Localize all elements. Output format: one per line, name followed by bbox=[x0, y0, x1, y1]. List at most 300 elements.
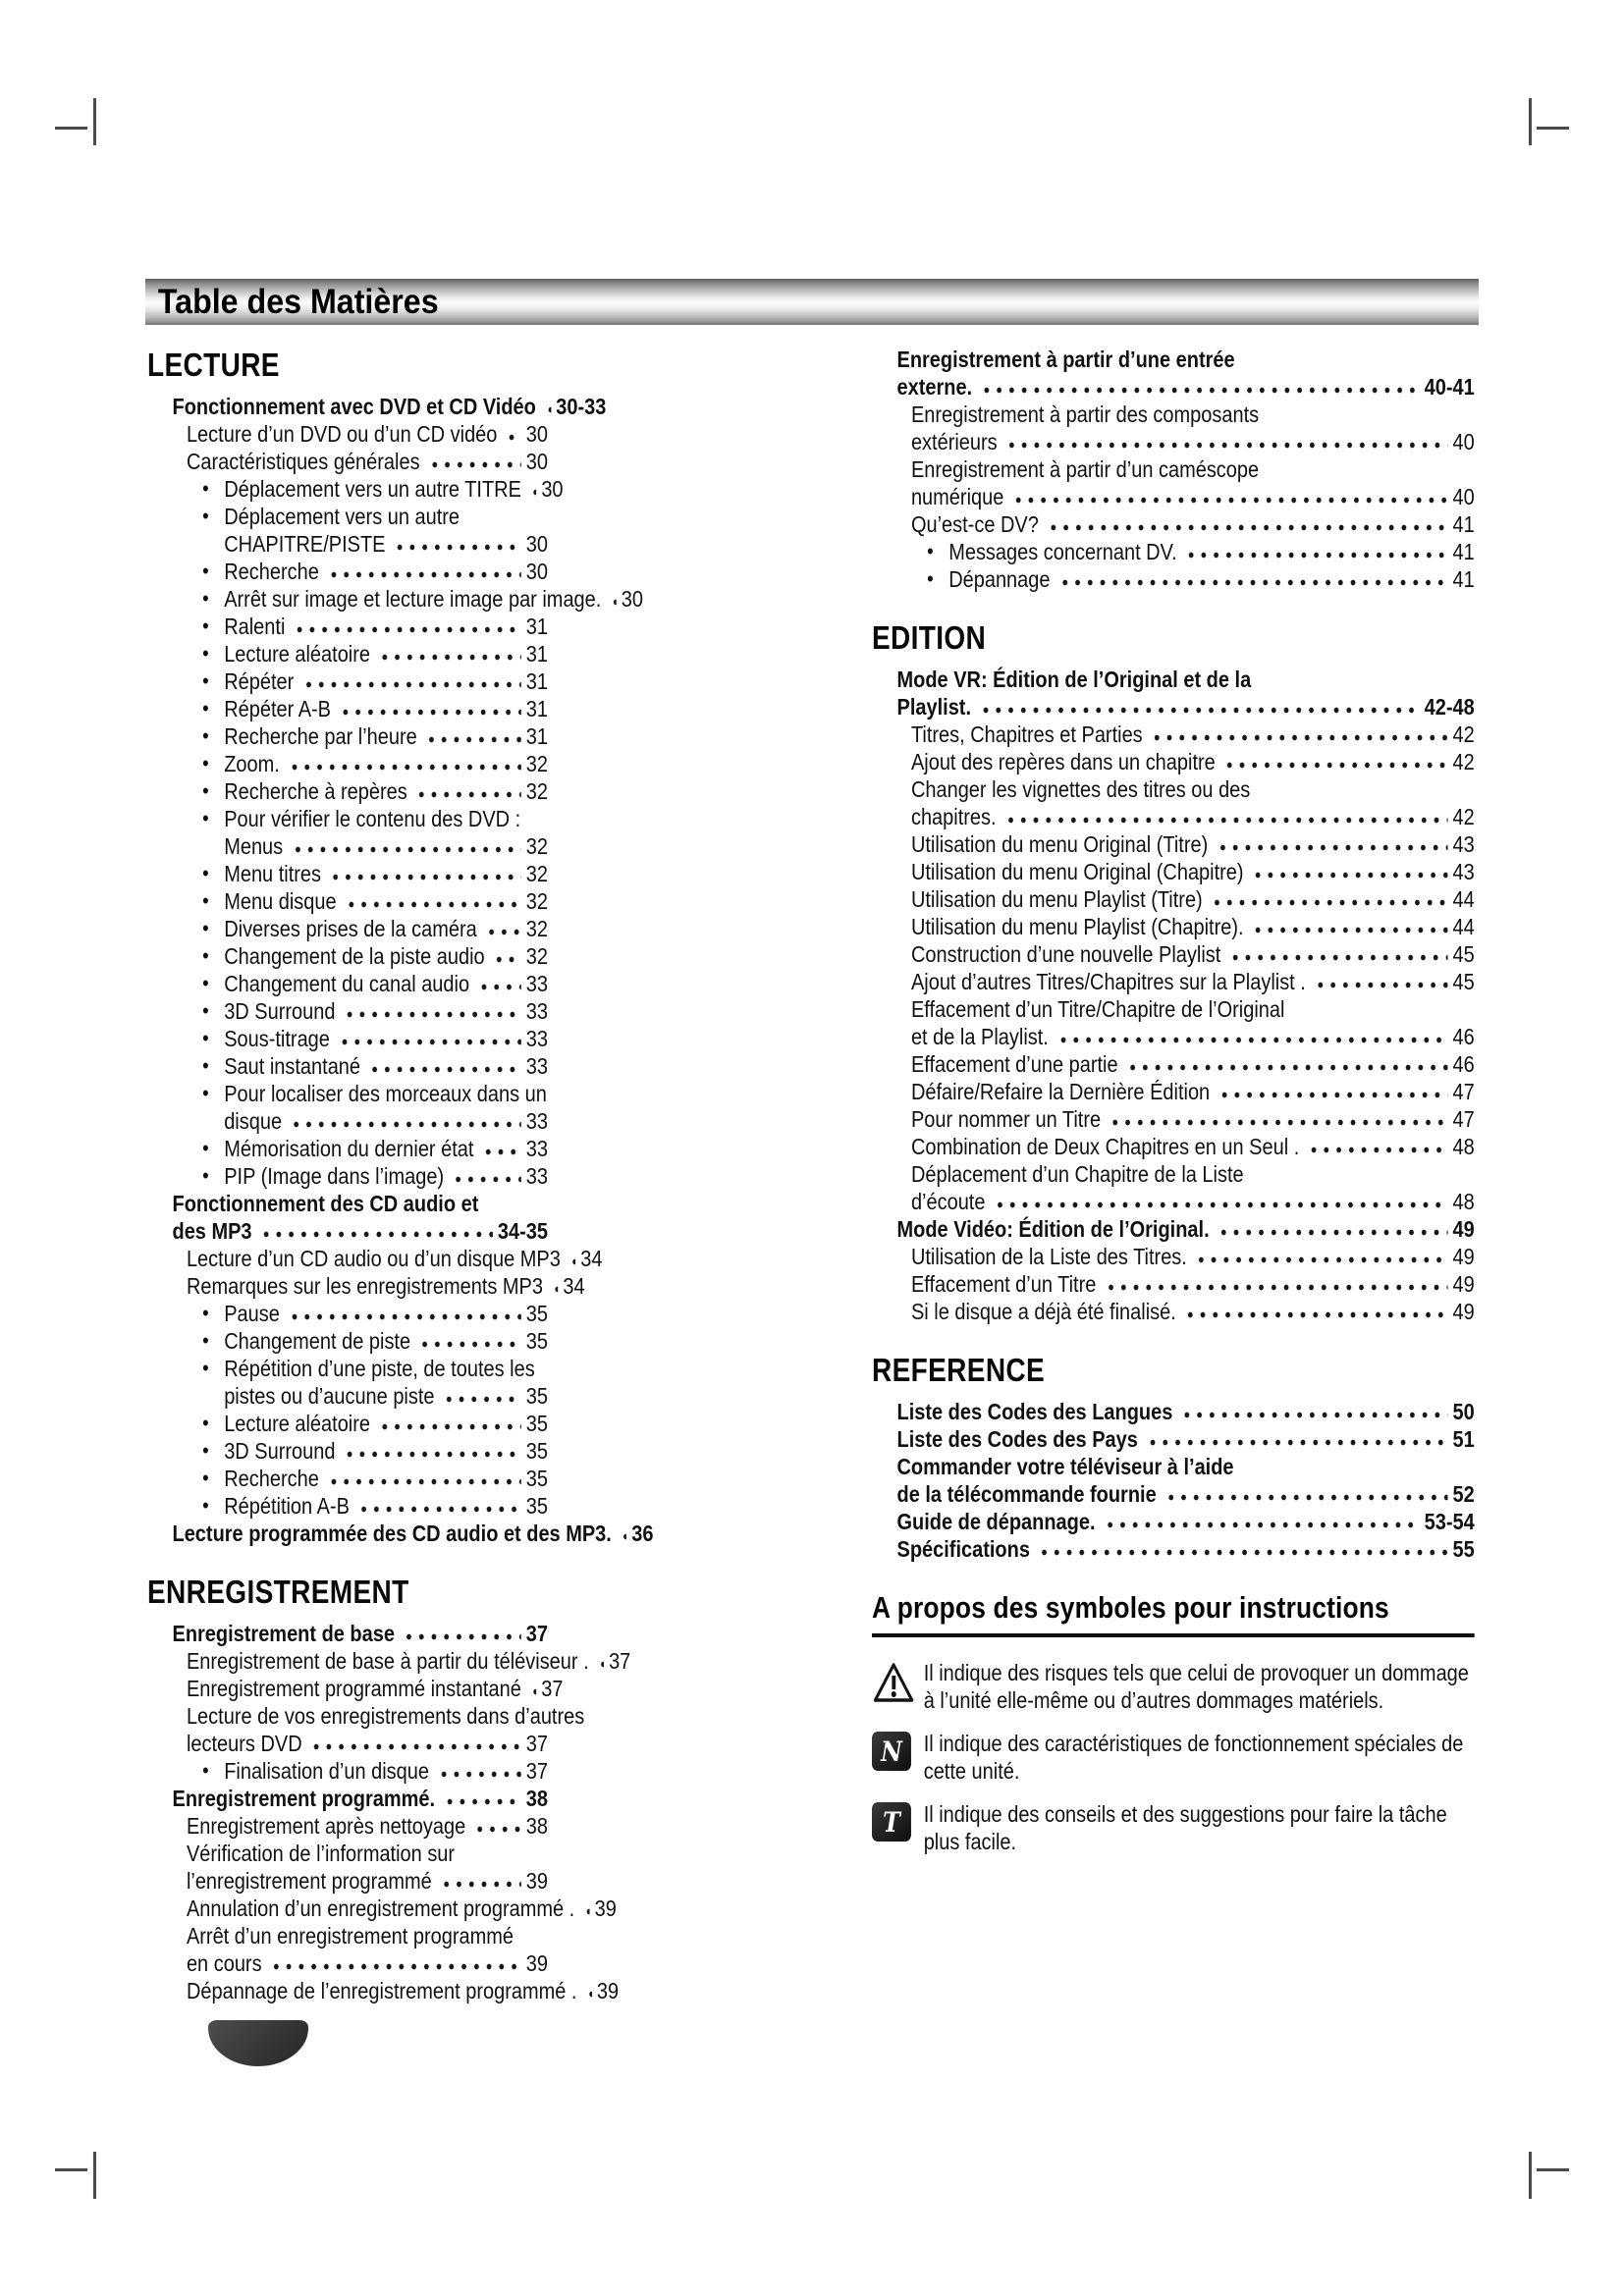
crop-mark bbox=[1529, 2152, 1532, 2199]
toc-entry bbox=[147, 805, 548, 832]
toc-entry bbox=[872, 830, 1475, 858]
toc-page-number: 40-41 bbox=[1424, 374, 1475, 400]
toc-entry bbox=[147, 860, 548, 887]
toc-page-number: 49 bbox=[1452, 1216, 1475, 1242]
toc-entry bbox=[872, 510, 1475, 538]
toc-entry-label: pistes ou d’aucune piste bbox=[224, 1383, 435, 1409]
toc-entry bbox=[872, 1508, 1475, 1535]
leader-dots bbox=[343, 900, 520, 909]
toc-page-number: 45 bbox=[1452, 969, 1475, 994]
toc-page-number: 35 bbox=[525, 1301, 548, 1326]
symbols-section bbox=[872, 1590, 1475, 1855]
toc-entry bbox=[147, 942, 548, 970]
toc-entry-label: Défaire/Refaire la Dernière Édition bbox=[910, 1079, 1211, 1104]
leader-dots bbox=[1217, 1091, 1447, 1099]
bullet-icon: • bbox=[202, 1301, 209, 1325]
toc-entry bbox=[872, 1535, 1475, 1563]
toc-entry bbox=[872, 775, 1475, 803]
bullet-icon: • bbox=[202, 806, 209, 830]
toc-entry-label: Ajout des repères dans un chapitre bbox=[910, 749, 1216, 774]
tip-icon-glyph: T bbox=[872, 1802, 911, 1842]
toc-entry-label: Répéter A-B bbox=[224, 696, 332, 721]
leader-dots bbox=[338, 708, 521, 717]
toc-entry-label: CHAPITRE/PISTE bbox=[224, 531, 386, 557]
leader-dots bbox=[1056, 578, 1447, 587]
toc-entry-label: Effacement d’une partie bbox=[910, 1051, 1118, 1077]
section-heading: REFERENCE bbox=[872, 1352, 1046, 1388]
toc-entry-label: Playlist. bbox=[896, 694, 972, 720]
toc-page-number: 37 bbox=[525, 1758, 548, 1784]
toc-entry bbox=[147, 1300, 548, 1327]
toc-entry-label: lecteurs DVD bbox=[186, 1731, 302, 1756]
toc-entry bbox=[872, 693, 1475, 721]
toc-entry bbox=[147, 1025, 548, 1052]
leader-dots bbox=[414, 790, 521, 799]
leader-dots bbox=[377, 653, 521, 662]
leader-dots bbox=[451, 1175, 521, 1184]
toc-entry bbox=[147, 915, 548, 942]
toc-entry bbox=[147, 1647, 631, 1675]
toc-entry bbox=[147, 1867, 548, 1895]
leader-dots bbox=[568, 1257, 576, 1266]
toc-entry bbox=[872, 483, 1475, 510]
toc-entry bbox=[147, 970, 548, 997]
toc-entry-label: Enregistrement à partir d’un caméscope bbox=[910, 456, 1260, 482]
toc-entry-label: Finalisation d’un disque bbox=[224, 1758, 429, 1784]
toc-page-number: 39 bbox=[525, 1950, 548, 1976]
bullet-icon: • bbox=[927, 566, 934, 591]
toc-entry bbox=[872, 1188, 1475, 1215]
toc-page-number: 37 bbox=[525, 1621, 548, 1646]
leader-dots bbox=[1215, 843, 1447, 852]
toc-entry-label: Caractéristiques générales bbox=[186, 449, 420, 474]
toc-entry-label: Effacement d’un Titre bbox=[910, 1271, 1097, 1297]
crop-mark bbox=[1537, 127, 1569, 130]
toc-page-number: 35 bbox=[525, 1328, 548, 1354]
toc-section bbox=[872, 346, 1475, 593]
bullet-icon: • bbox=[202, 723, 209, 748]
toc-page-number: 32 bbox=[525, 943, 548, 969]
toc-entry bbox=[147, 1492, 548, 1520]
toc-entry-label: Mémorisation du dernier état bbox=[224, 1136, 474, 1161]
toc-entry-label: d’écoute bbox=[910, 1189, 986, 1214]
leader-dots bbox=[1227, 953, 1447, 962]
toc-entry-label: Mode VR: Édition de l’Original et de la bbox=[896, 667, 1252, 692]
toc-page-number: 38 bbox=[525, 1813, 548, 1839]
toc-page-number: 37 bbox=[525, 1731, 548, 1756]
leader-dots bbox=[581, 1907, 590, 1916]
toc-page-number: 43 bbox=[1452, 859, 1475, 884]
toc-entry bbox=[147, 1922, 548, 1949]
toc-page-number: 31 bbox=[525, 723, 548, 749]
toc-entry-label: Répéter bbox=[224, 668, 295, 694]
toc-page-number: 46 bbox=[1452, 1051, 1475, 1077]
leader-dots bbox=[1145, 1438, 1448, 1447]
leader-dots bbox=[472, 1825, 521, 1834]
toc-entry-label: Remarques sur les enregistrements MP3 bbox=[186, 1273, 543, 1299]
toc-entry-label: des MP3 bbox=[172, 1218, 252, 1244]
toc-entry-label: Menu disque bbox=[224, 888, 337, 914]
toc-entry bbox=[147, 1245, 603, 1272]
bullet-icon: • bbox=[202, 1466, 209, 1490]
toc-entry-label: Déplacement d’un Chapitre de la Liste bbox=[910, 1161, 1244, 1187]
leader-dots bbox=[619, 1532, 627, 1541]
leader-dots bbox=[992, 1201, 1447, 1209]
page-title-bar bbox=[145, 279, 1479, 325]
toc-page-number: 43 bbox=[1452, 831, 1475, 857]
toc-page-number: 41 bbox=[1452, 511, 1475, 537]
toc-entry bbox=[872, 455, 1475, 483]
toc-entry-label: Utilisation du menu Playlist (Chapitre). bbox=[910, 914, 1244, 939]
note-icon-glyph: N bbox=[872, 1732, 911, 1771]
leader-dots bbox=[337, 1038, 521, 1046]
toc-page-number: 39 bbox=[596, 1978, 620, 2003]
toc-page-number: 35 bbox=[525, 1493, 548, 1519]
toc-entry bbox=[872, 1133, 1475, 1160]
toc-page-number: 41 bbox=[1452, 539, 1475, 564]
crop-mark bbox=[1529, 98, 1532, 145]
leader-dots bbox=[258, 1230, 492, 1239]
toc-entry bbox=[872, 940, 1475, 968]
toc-page-number: 32 bbox=[525, 833, 548, 859]
symbol-description: Il indique des caractéristiques de fonctionnement spéciales de cette unité. bbox=[923, 1731, 1464, 1784]
toc-entry-label: Changer les vignettes des titres ou des bbox=[910, 776, 1251, 802]
toc-entry-label: Sous-titrage bbox=[224, 1026, 330, 1051]
toc-entry bbox=[147, 1080, 548, 1107]
page-number-tab bbox=[208, 2020, 308, 2066]
toc-entry bbox=[147, 1812, 548, 1840]
toc-section bbox=[147, 346, 654, 1547]
toc-page-number: 37 bbox=[609, 1648, 631, 1674]
leader-dots bbox=[504, 433, 520, 442]
toc-entry bbox=[147, 1949, 548, 1977]
leader-dots bbox=[1102, 1521, 1419, 1529]
toc-entry-label: Recherche bbox=[224, 559, 319, 584]
toc-entry bbox=[147, 448, 548, 475]
toc-section bbox=[147, 1573, 631, 2004]
toc-entry bbox=[147, 1382, 548, 1410]
toc-page-number: 33 bbox=[525, 1163, 548, 1189]
toc-page-number: 33 bbox=[525, 1053, 548, 1079]
toc-entry-label: Enregistrement de base à partir du téléviseur . bbox=[186, 1648, 589, 1674]
toc-section bbox=[872, 618, 1475, 1325]
leader-dots bbox=[595, 1660, 604, 1669]
toc-page-number: 46 bbox=[1452, 1024, 1475, 1049]
toc-entry-label: Si le disque a déjà été finalisé. bbox=[910, 1299, 1176, 1324]
toc-page-number: 42 bbox=[1452, 804, 1475, 829]
leader-dots bbox=[1250, 926, 1447, 934]
toc-entry-label: Combination de Deux Chapitres en un Seul . bbox=[910, 1134, 1300, 1159]
toc-entry-label: Menu titres bbox=[224, 861, 322, 886]
leader-dots bbox=[417, 1340, 521, 1349]
leader-dots bbox=[442, 1797, 521, 1806]
toc-entry bbox=[147, 530, 548, 558]
toc-page-number: 44 bbox=[1452, 886, 1475, 912]
leader-dots bbox=[1037, 1548, 1448, 1557]
bullet-icon: • bbox=[202, 888, 209, 913]
toc-entry-label: Déplacement vers un autre TITRE bbox=[224, 476, 521, 502]
toc-entry-label: Liste des Codes des Langues bbox=[896, 1399, 1173, 1424]
toc-entry-label: Pour vérifier le contenu des DVD : bbox=[224, 806, 521, 831]
toc-page-number: 41 bbox=[1452, 566, 1475, 592]
toc-entry-label: Recherche bbox=[224, 1466, 319, 1491]
leader-dots bbox=[367, 1065, 521, 1074]
toc-entry bbox=[872, 995, 1475, 1023]
toc-entry-label: Liste des Codes des Pays bbox=[896, 1426, 1138, 1452]
toc-page-number: 34 bbox=[563, 1273, 585, 1299]
toc-page-number: 40 bbox=[1452, 429, 1475, 454]
toc-page-number: 31 bbox=[525, 668, 548, 694]
toc-entry-label: en cours bbox=[186, 1950, 262, 1976]
leader-dots bbox=[550, 1285, 559, 1294]
toc-entry bbox=[872, 1243, 1475, 1270]
toc-entry-label: Lecture d’un DVD ou d’un CD vidéo bbox=[186, 421, 498, 447]
toc-entry bbox=[872, 913, 1475, 940]
toc-entry-label: Diverses prises de la caméra bbox=[224, 916, 477, 941]
toc-entry-label: Enregistrement à partir des composants bbox=[910, 401, 1260, 427]
leader-dots bbox=[342, 1010, 520, 1019]
bullet-icon: • bbox=[202, 1136, 209, 1160]
bullet-icon: • bbox=[202, 1758, 209, 1783]
toc-page-number: 33 bbox=[525, 1136, 548, 1161]
leader-dots bbox=[1124, 1063, 1447, 1072]
toc-section bbox=[872, 1351, 1475, 1563]
leader-dots bbox=[484, 928, 521, 936]
toc-entry-label: Guide de dépannage. bbox=[896, 1509, 1096, 1534]
toc-entry bbox=[147, 1675, 564, 1702]
tip-icon bbox=[872, 1800, 924, 1855]
toc-entry bbox=[147, 1437, 548, 1465]
leader-dots bbox=[1250, 871, 1447, 880]
leader-dots bbox=[528, 1687, 537, 1696]
toc-page-number: 30 bbox=[525, 559, 548, 584]
toc-entry-label: l’enregistrement programmé bbox=[186, 1868, 432, 1894]
toc-page-number: 42 bbox=[1452, 749, 1475, 774]
leader-dots bbox=[476, 983, 521, 991]
bullet-icon: • bbox=[202, 1053, 209, 1078]
leader-dots bbox=[268, 1962, 520, 1971]
leader-dots bbox=[1163, 1493, 1447, 1502]
toc-entry bbox=[872, 1270, 1475, 1298]
toc-entry-label: Utilisation du menu Original (Titre) bbox=[910, 831, 1209, 857]
bullet-icon: • bbox=[202, 998, 209, 1023]
toc-entry-label: Zoom. bbox=[224, 751, 280, 776]
toc-page-number: 55 bbox=[1452, 1536, 1475, 1562]
leader-dots bbox=[1216, 1228, 1447, 1237]
leader-dots bbox=[1108, 1118, 1447, 1127]
toc-entry bbox=[147, 832, 548, 860]
toc-entry-label: Lecture d’un CD audio ou d’un disque MP3 bbox=[186, 1246, 561, 1271]
toc-page-number: 42 bbox=[1452, 721, 1475, 747]
toc-entry bbox=[147, 1785, 548, 1812]
toc-entry-label: Construction d’une nouvelle Playlist bbox=[910, 941, 1221, 967]
bullet-icon: • bbox=[202, 1493, 209, 1518]
toc-entry bbox=[872, 1298, 1475, 1325]
toc-entry bbox=[872, 400, 1475, 428]
toc-right-column bbox=[872, 346, 1475, 1871]
toc-page-number: 33 bbox=[525, 998, 548, 1024]
bullet-icon: • bbox=[202, 641, 209, 666]
toc-entry bbox=[147, 1135, 548, 1162]
toc-entry bbox=[872, 885, 1475, 913]
leader-dots bbox=[289, 1120, 521, 1129]
toc-entry-label: Lecture aléatoire bbox=[224, 1411, 371, 1436]
leader-dots bbox=[583, 1990, 592, 1999]
toc-entry-label: Mode Vidéo: Édition de l’Original. bbox=[896, 1216, 1210, 1242]
leader-dots bbox=[979, 386, 1420, 395]
toc-entry bbox=[872, 428, 1475, 455]
page-title: Table des Matières bbox=[157, 282, 439, 321]
bullet-icon: • bbox=[202, 916, 209, 940]
leader-dots bbox=[436, 1770, 521, 1779]
toc-entry bbox=[872, 1425, 1475, 1453]
toc-entry-label: Enregistrement programmé. bbox=[172, 1786, 436, 1811]
leader-dots bbox=[377, 1422, 521, 1431]
toc-page-number: 31 bbox=[525, 614, 548, 639]
toc-entry-label: Commander votre téléviseur à l’aide bbox=[896, 1454, 1234, 1479]
toc-entry-label: Effacement d’un Titre/Chapitre de l’Original bbox=[910, 996, 1285, 1022]
toc-entry-label: Utilisation du menu Original (Chapitre) bbox=[910, 859, 1244, 884]
toc-entry-label: Arrêt sur image et lecture image par image. bbox=[224, 586, 602, 612]
leader-dots bbox=[608, 598, 617, 607]
toc-entry bbox=[147, 1052, 548, 1080]
toc-page-number: 53-54 bbox=[1424, 1509, 1475, 1534]
toc-entry bbox=[147, 695, 548, 722]
toc-entry bbox=[147, 1217, 548, 1245]
toc-entry bbox=[872, 666, 1475, 693]
toc-page-number: 31 bbox=[525, 641, 548, 667]
symbol-item bbox=[872, 1659, 1475, 1714]
bullet-icon: • bbox=[202, 504, 209, 528]
toc-page-number: 34-35 bbox=[497, 1218, 548, 1244]
note-icon bbox=[872, 1730, 924, 1785]
crop-mark bbox=[55, 2168, 87, 2171]
bullet-icon: • bbox=[927, 539, 934, 563]
toc-entry-label: Déplacement vers un autre bbox=[224, 504, 460, 529]
toc-page-number: 47 bbox=[1452, 1106, 1475, 1132]
toc-entry bbox=[872, 1050, 1475, 1078]
toc-page-number: 48 bbox=[1452, 1134, 1475, 1159]
toc-entry-label: Changement de piste bbox=[224, 1328, 411, 1354]
toc-page-number: 36 bbox=[631, 1521, 654, 1546]
crop-mark bbox=[1537, 2168, 1569, 2171]
toc-entry bbox=[872, 721, 1475, 748]
bullet-icon: • bbox=[202, 1026, 209, 1050]
toc-entry-label: Enregistrement après nettoyage bbox=[186, 1813, 466, 1839]
toc-entry-label: Utilisation de la Liste des Titres. bbox=[910, 1244, 1187, 1269]
toc-entry bbox=[147, 1272, 585, 1300]
toc-entry bbox=[872, 1215, 1475, 1243]
toc-entry-label: Recherche par l’heure bbox=[224, 723, 417, 749]
toc-page-number: 32 bbox=[525, 861, 548, 886]
toc-entry-label: Ralenti bbox=[224, 614, 286, 639]
toc-page-number: 30 bbox=[525, 449, 548, 474]
toc-entry-label: Enregistrement programmé instantané bbox=[186, 1676, 521, 1701]
toc-page-number: 32 bbox=[525, 888, 548, 914]
toc-entry-label: Fonctionnement avec DVD et CD Vidéo bbox=[172, 394, 536, 419]
leader-dots bbox=[1103, 1283, 1447, 1292]
leader-dots bbox=[439, 1880, 521, 1889]
toc-entry bbox=[147, 1355, 548, 1382]
toc-entry-label: Pause bbox=[224, 1301, 280, 1326]
toc-entry bbox=[147, 1977, 620, 2004]
toc-entry bbox=[147, 558, 548, 585]
toc-entry-label: 3D Surround bbox=[224, 1438, 336, 1464]
toc-page-number: 32 bbox=[525, 751, 548, 776]
toc-page-number: 35 bbox=[525, 1466, 548, 1491]
bullet-icon: • bbox=[202, 1081, 209, 1105]
toc-entry-label: Utilisation du menu Playlist (Titre) bbox=[910, 886, 1203, 912]
bullet-icon: • bbox=[202, 1163, 209, 1188]
leader-dots bbox=[441, 1395, 520, 1404]
toc-entry-label: Fonctionnement des CD audio et bbox=[172, 1191, 479, 1216]
toc-page-number: 33 bbox=[525, 971, 548, 996]
toc-entry-label: Pour localiser des morceaux dans un bbox=[224, 1081, 547, 1106]
symbol-item bbox=[872, 1730, 1475, 1785]
toc-entry-label: Répétition A-B bbox=[224, 1493, 350, 1519]
leader-dots bbox=[342, 1450, 520, 1459]
toc-entry-label: Recherche à repères bbox=[224, 778, 407, 804]
toc-entry-label: extérieurs bbox=[910, 429, 998, 454]
toc-page-number: 48 bbox=[1452, 1189, 1475, 1214]
leader-dots bbox=[292, 625, 520, 634]
symbol-item bbox=[872, 1800, 1475, 1855]
bullet-icon: • bbox=[202, 778, 209, 803]
toc-entry bbox=[872, 1160, 1475, 1188]
leader-dots bbox=[308, 1742, 520, 1751]
toc-page-number: 34 bbox=[580, 1246, 603, 1271]
leader-dots bbox=[1056, 1036, 1448, 1044]
leader-dots bbox=[528, 488, 537, 497]
bullet-icon: • bbox=[202, 476, 209, 501]
toc-entry bbox=[147, 585, 643, 613]
section-heading: EDITION bbox=[872, 619, 987, 656]
leader-dots bbox=[1194, 1255, 1448, 1264]
symbol-description: Il indique des conseils et des suggestions pour faire la tâche plus facile. bbox=[923, 1801, 1447, 1854]
leader-dots bbox=[1003, 441, 1447, 450]
toc-entry-label: Lecture de vos enregistrements dans d’autres bbox=[186, 1703, 585, 1729]
toc-entry-label: de la télécommande fournie bbox=[896, 1481, 1157, 1507]
bullet-icon: • bbox=[202, 668, 209, 693]
leader-dots bbox=[480, 1148, 520, 1156]
leader-dots bbox=[426, 460, 520, 469]
toc-page-number: 52 bbox=[1452, 1481, 1475, 1507]
toc-page-number: 38 bbox=[525, 1786, 548, 1811]
toc-entry bbox=[872, 1078, 1475, 1105]
toc-entry bbox=[147, 1327, 548, 1355]
leader-dots bbox=[326, 1477, 521, 1486]
leader-dots bbox=[402, 1632, 521, 1641]
toc-page-number: 32 bbox=[525, 778, 548, 804]
bullet-icon: • bbox=[202, 1328, 209, 1353]
leader-dots bbox=[543, 405, 552, 414]
toc-entry-label: Répétition d’une piste, de toutes les bbox=[224, 1356, 535, 1381]
toc-page-number: 30 bbox=[621, 586, 643, 612]
bullet-icon: • bbox=[202, 1411, 209, 1435]
symbol-description: Il indique des risques tels que celui de provoquer un dommage à l’unité elle-même ou d’autres dommages matériels. bbox=[923, 1660, 1469, 1713]
toc-entry-label: Messages concernant DV. bbox=[948, 539, 1177, 564]
warning-triangle-icon bbox=[872, 1659, 924, 1714]
toc-page-number: 45 bbox=[1452, 941, 1475, 967]
leader-dots bbox=[1149, 733, 1447, 742]
toc-entry-label: Changement du canal audio bbox=[224, 971, 470, 996]
toc-entry bbox=[872, 1453, 1475, 1480]
toc-entry-label: Spécifications bbox=[896, 1536, 1030, 1562]
toc-entry-label: Pour nommer un Titre bbox=[910, 1106, 1102, 1132]
bullet-icon: • bbox=[202, 751, 209, 775]
toc-entry-label: Saut instantané bbox=[224, 1053, 361, 1079]
toc-page-number: 51 bbox=[1452, 1426, 1475, 1452]
